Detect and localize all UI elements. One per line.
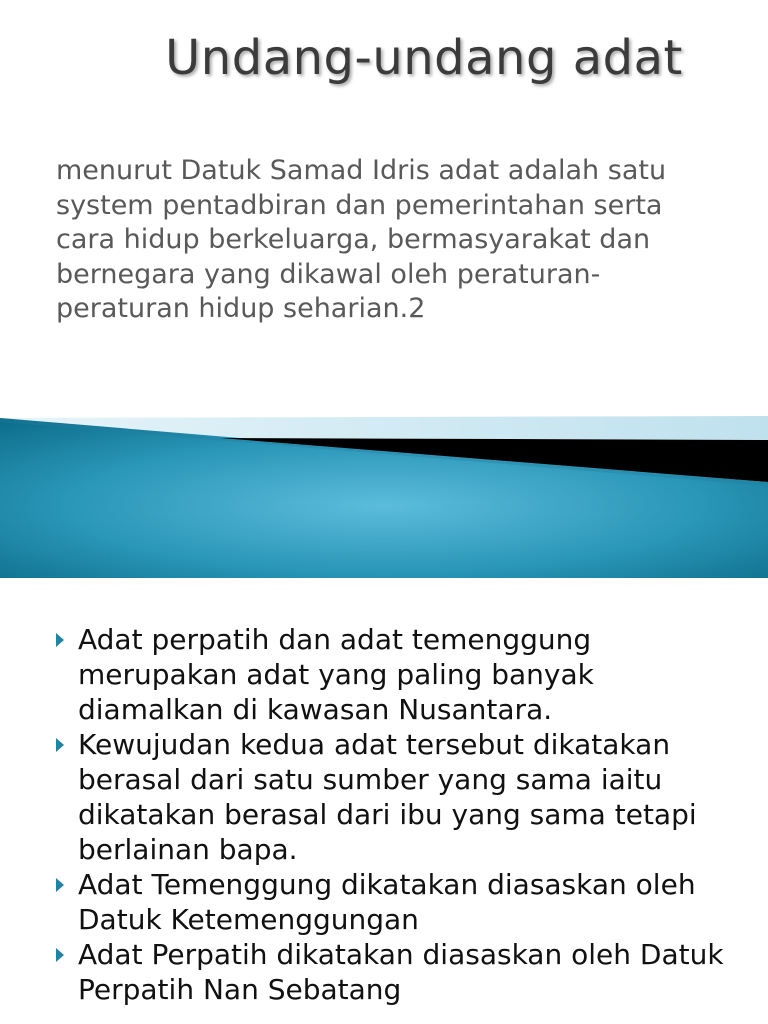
bullet-text bbox=[78, 937, 764, 1007]
bullet-list bbox=[54, 622, 764, 1007]
bullet-text bbox=[78, 622, 764, 727]
bullet-line: merupakan adat yang paling banyak bbox=[78, 658, 594, 691]
bullet-text bbox=[78, 867, 764, 937]
bullet-line: Adat Perpatih dikatakan diasaskan oleh Datuk bbox=[78, 938, 724, 971]
bullet-item bbox=[54, 727, 764, 867]
intro-line: system pentadbiran dan pemerintahan serta bbox=[56, 189, 663, 221]
intro-line: menurut Datuk Samad Idris adat adalah satu bbox=[56, 155, 667, 186]
bullet-line: Datuk Ketemenggungan bbox=[78, 903, 419, 936]
bullet-item bbox=[54, 622, 764, 727]
bullet-line: dikatakan berasal dari ibu yang sama tetapi bbox=[78, 798, 697, 831]
intro-line: peraturan hidup seharian.2 bbox=[56, 293, 426, 324]
bullet-item bbox=[54, 867, 764, 937]
bullet-line: Perpatih Nan Sebatang bbox=[78, 973, 402, 1006]
intro-paragraph bbox=[56, 154, 756, 327]
bullet-text bbox=[78, 727, 764, 867]
bullet-line: berlainan bapa. bbox=[78, 833, 298, 866]
intro-line: bernegara yang dikawal oleh peraturan- bbox=[56, 258, 601, 290]
bullet-line: Adat perpatih dan adat temenggung bbox=[78, 623, 592, 656]
bullet-line: berasal dari satu sumber yang sama iaitu bbox=[78, 763, 663, 796]
slide-title: Undang-undang adat bbox=[165, 30, 683, 86]
intro-line: cara hidup berkeluarga, bermasyarakat dan bbox=[56, 224, 651, 255]
bullet-line: diamalkan di kawasan Nusantara. bbox=[78, 693, 553, 726]
bullet-arrow-icon bbox=[56, 948, 64, 962]
bullet-item bbox=[54, 937, 764, 1007]
bullet-arrow-icon bbox=[56, 738, 64, 752]
decorative-band bbox=[0, 410, 768, 580]
decorative-band-graphic bbox=[0, 410, 768, 580]
bullet-line: Adat Temenggung dikatakan diasaskan oleh bbox=[78, 868, 696, 901]
bullet-line: Kewujudan kedua adat tersebut dikatakan bbox=[78, 728, 671, 761]
bullet-arrow-icon bbox=[56, 633, 64, 647]
bullet-arrow-icon bbox=[56, 878, 64, 892]
